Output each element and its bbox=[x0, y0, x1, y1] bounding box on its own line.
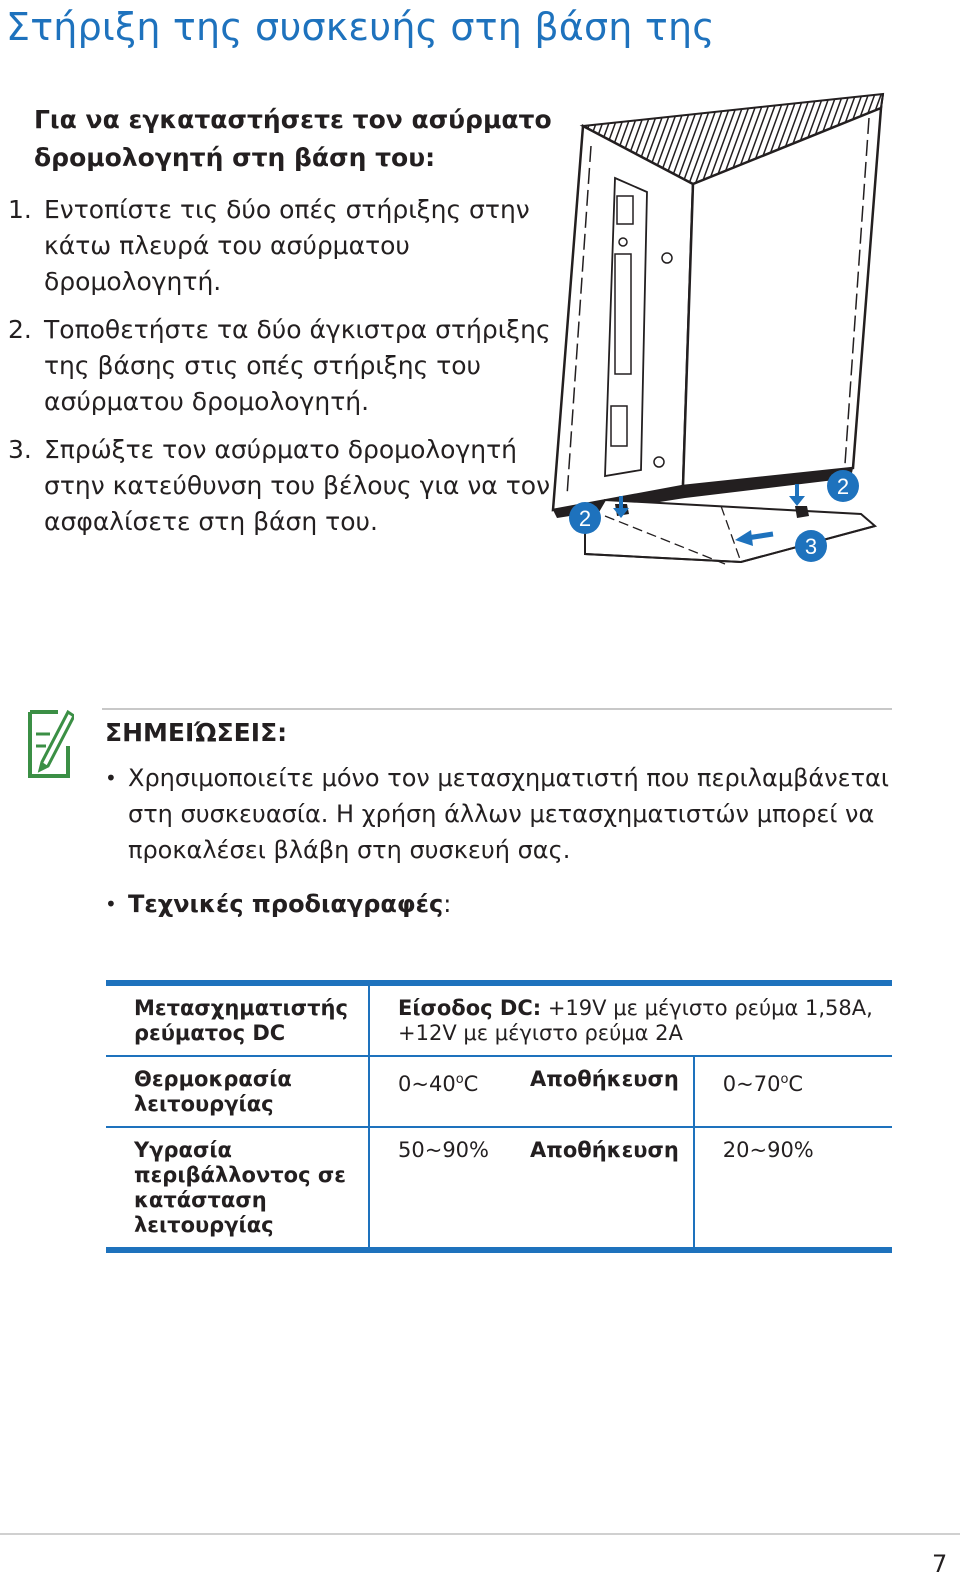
spec-value: 50~90% bbox=[369, 1127, 522, 1250]
step-text: Τοποθετήστε τα δύο άγκιστρα στήριξης της βάσης στις οπές στήριξης του ασύρματου δρομολογητή. bbox=[44, 315, 551, 416]
table-row bbox=[106, 1056, 892, 1127]
specs-heading-colon: : bbox=[443, 890, 452, 918]
spec-value: 0~40$^o$C bbox=[369, 1056, 522, 1127]
note-pencil-icon bbox=[28, 706, 74, 778]
notes-bullet bbox=[105, 760, 905, 868]
spec-sublabel: Αποθήκευση bbox=[522, 1056, 694, 1127]
table-row bbox=[106, 983, 892, 1056]
notes-bullet bbox=[105, 886, 905, 922]
spec-value-text: +19V με μέγιστο ρεύμα 1,58A, +12V με μέγιστο ρεύμα 2A bbox=[398, 996, 873, 1045]
specs-heading: Τεχνικές προδιαγραφές bbox=[128, 890, 444, 918]
stand-base bbox=[585, 500, 875, 562]
spec-value: 20~90% bbox=[694, 1127, 892, 1250]
step-text: Εντοπίστε τις δύο οπές στήριξης στην κάτω πλευρά του ασύρματου δρομολογητή. bbox=[44, 195, 530, 296]
table-row bbox=[106, 1127, 892, 1250]
step-text: Σπρώξτε τον ασύρματο δρομολογητή στην κατεύθυνση του βέλους για να τον ασφαλίσετε στη βάση του. bbox=[44, 435, 551, 536]
page-title: Στήριξη της συσκευής στη βάση της bbox=[6, 5, 715, 49]
steps-list bbox=[8, 192, 554, 552]
spec-sublabel: Αποθήκευση bbox=[522, 1127, 694, 1250]
spec-label: Μετασχηματιστής ρεύματος DC bbox=[106, 983, 369, 1056]
step-item bbox=[8, 432, 554, 540]
step-number: 2. bbox=[8, 315, 32, 344]
spec-label: Θερμοκρασία λειτουργίας bbox=[106, 1056, 369, 1127]
footer-divider bbox=[0, 1533, 960, 1535]
spec-value-bold: Είσοδος DC: bbox=[398, 996, 542, 1020]
callout-label: 2 bbox=[578, 506, 592, 531]
router-stand-illustration bbox=[545, 86, 897, 586]
step-number: 1. bbox=[8, 195, 32, 224]
callout-label: 2 bbox=[836, 474, 850, 499]
callout-badge-right bbox=[827, 470, 859, 502]
callout-label: 3 bbox=[804, 534, 818, 559]
notes-list bbox=[105, 760, 905, 940]
intro-text: Για να εγκαταστήσετε τον ασύρματο δρομολογητή στη βάση του: bbox=[34, 105, 552, 172]
callout-badge-bottom bbox=[795, 530, 827, 562]
step-item bbox=[8, 312, 554, 420]
specs-table bbox=[106, 980, 892, 1253]
notes-heading: ΣΗΜΕΙΏΣΕΙΣ: bbox=[105, 718, 288, 747]
step-number: 3. bbox=[8, 435, 32, 464]
notes-bullet-text: Χρησιμοποιείτε μόνο τον μετασχηματιστή που περιλαμβάνεται στη συσκευασία. Η χρήση άλλων μετασχηματιστών μπορεί να προκαλέσει βλάβη στη συσκευή σας. bbox=[128, 764, 889, 864]
notes-divider bbox=[102, 708, 892, 710]
spec-value: 0~70$^o$C bbox=[694, 1056, 892, 1127]
step-item bbox=[8, 192, 554, 300]
spec-value bbox=[369, 983, 892, 1056]
callout-badge-left bbox=[569, 502, 601, 534]
page-number: 7 bbox=[932, 1550, 948, 1578]
spec-label: Υγρασία περιβάλλοντος σε κατάσταση λειτουργίας bbox=[106, 1127, 369, 1250]
